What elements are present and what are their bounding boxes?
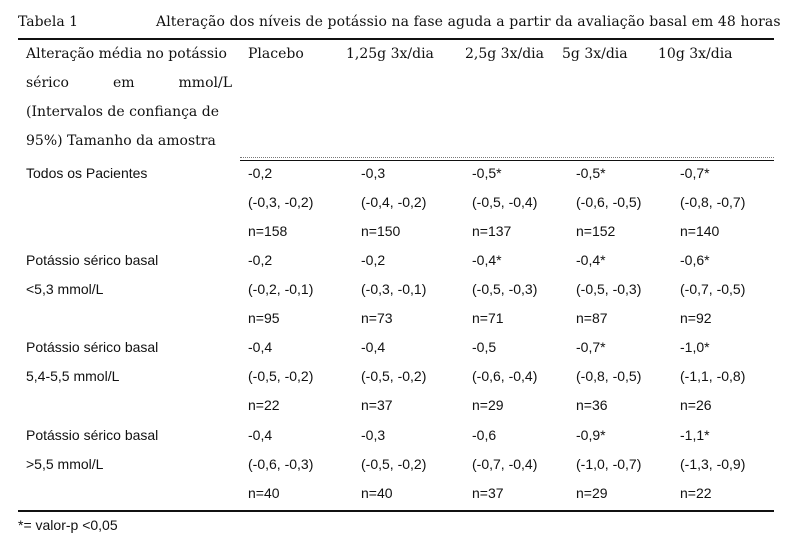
- mean-cell: -0,5*: [472, 165, 502, 181]
- col-header-2-5g: 2,5g 3x/dia: [465, 46, 544, 62]
- ci-cell: (-0,5, -0,3): [576, 281, 642, 297]
- row-label: Potássio sérico basal: [26, 427, 159, 443]
- col-header-5g: 5g 3x/dia: [562, 46, 628, 62]
- n-cell: n=152: [576, 223, 616, 239]
- row-sublabel: 5,4-5,5 mmol/L: [26, 368, 120, 384]
- ci-cell: (-0,6, -0,4): [472, 368, 538, 384]
- mean-cell: -0,3: [361, 165, 386, 181]
- n-cell: n=40: [361, 485, 393, 501]
- mean-cell: -0,9*: [576, 427, 606, 443]
- ci-cell: (-0,5, -0,3): [472, 281, 538, 297]
- n-cell: n=87: [576, 310, 608, 326]
- row-label: Potássio sérico basal: [26, 252, 159, 268]
- mean-cell: -0,2: [248, 165, 273, 181]
- mean-cell: -1,0*: [680, 339, 710, 355]
- col-header-10g: 10g 3x/dia: [658, 46, 733, 62]
- ci-cell: (-1,0, -0,7): [576, 456, 642, 472]
- n-cell: n=92: [680, 310, 712, 326]
- row-label: Potássio sérico basal: [26, 339, 159, 355]
- row-label: Todos os Pacientes: [26, 165, 148, 181]
- bottom-rule: [18, 510, 774, 512]
- ci-cell: (-0,3, -0,1): [361, 281, 427, 297]
- ci-cell: (-0,8, -0,7): [680, 194, 746, 210]
- mean-cell: -0,5*: [576, 165, 606, 181]
- mean-cell: -0,7*: [576, 339, 606, 355]
- col-header-1-25g: 1,25g 3x/dia: [346, 46, 434, 62]
- n-cell: n=22: [680, 485, 712, 501]
- mean-cell: -0,4: [361, 339, 386, 355]
- n-cell: n=37: [361, 397, 393, 413]
- n-cell: n=158: [248, 223, 288, 239]
- header-desc-word-em: em: [112, 75, 135, 91]
- ci-cell: (-0,2, -0,1): [248, 281, 314, 297]
- mean-cell: -0,4: [248, 339, 273, 355]
- header-desc-line-3: (Intervalos de confiança de: [26, 104, 219, 120]
- n-cell: n=95: [248, 310, 280, 326]
- ci-cell: (-0,5, -0,2): [361, 456, 427, 472]
- col-header-placebo: Placebo: [248, 46, 304, 62]
- ci-cell: (-0,3, -0,2): [248, 194, 314, 210]
- footnote: *= valor-p <0,05: [18, 517, 118, 533]
- table-title: Alteração dos níveis de potássio na fase aguda a partir da avaliação basal em 48 horas: [156, 14, 781, 30]
- header-desc-word-serico: sérico: [26, 75, 69, 91]
- ci-cell: (-0,8, -0,5): [576, 368, 642, 384]
- top-rule: [18, 38, 774, 40]
- mean-cell: -1,1*: [680, 427, 710, 443]
- n-cell: n=36: [576, 397, 608, 413]
- ci-cell: (-1,1, -0,8): [680, 368, 746, 384]
- header-desc-line-4: 95%) Tamanho da amostra: [26, 133, 216, 149]
- n-cell: n=29: [576, 485, 608, 501]
- row-sublabel: <5,3 mmol/L: [26, 281, 104, 297]
- header-desc-line-1: Alteração média no potássio: [26, 46, 227, 62]
- ci-cell: (-0,7, -0,5): [680, 281, 746, 297]
- mean-cell: -0,5: [472, 339, 497, 355]
- n-cell: n=137: [472, 223, 512, 239]
- n-cell: n=37: [472, 485, 504, 501]
- ci-cell: (-0,5, -0,4): [472, 194, 538, 210]
- table-label: Tabela 1: [18, 14, 79, 30]
- mean-cell: -0,4*: [576, 252, 606, 268]
- ci-cell: (-0,7, -0,4): [472, 456, 538, 472]
- n-cell: n=150: [361, 223, 401, 239]
- mean-cell: -0,2: [361, 252, 386, 268]
- header-desc-line-2: [26, 73, 232, 102]
- mean-cell: -0,3: [361, 427, 386, 443]
- header-description: [26, 44, 232, 160]
- mean-cell: -0,2: [248, 252, 273, 268]
- ci-cell: (-0,6, -0,5): [576, 194, 642, 210]
- mean-cell: -0,7*: [680, 165, 710, 181]
- n-cell: n=22: [248, 397, 280, 413]
- mean-cell: -0,4*: [472, 252, 502, 268]
- n-cell: n=140: [680, 223, 720, 239]
- ci-cell: (-0,5, -0,2): [361, 368, 427, 384]
- n-cell: n=40: [248, 485, 280, 501]
- mean-cell: -0,4: [248, 427, 273, 443]
- n-cell: n=73: [361, 310, 393, 326]
- ci-cell: (-0,4, -0,2): [361, 194, 427, 210]
- n-cell: n=71: [472, 310, 504, 326]
- mean-cell: -0,6: [472, 427, 497, 443]
- ci-cell: (-1,3, -0,9): [680, 456, 746, 472]
- ci-cell: (-0,5, -0,2): [248, 368, 314, 384]
- mean-cell: -0,6*: [680, 252, 710, 268]
- n-cell: n=26: [680, 397, 712, 413]
- row-sublabel: >5,5 mmol/L: [26, 456, 104, 472]
- ci-cell: (-0,6, -0,3): [248, 456, 314, 472]
- n-cell: n=29: [472, 397, 504, 413]
- header-desc-word-unit: mmol/L: [178, 75, 232, 91]
- header-bottom-rule: [240, 160, 774, 161]
- header-dotted-rule: [240, 157, 774, 158]
